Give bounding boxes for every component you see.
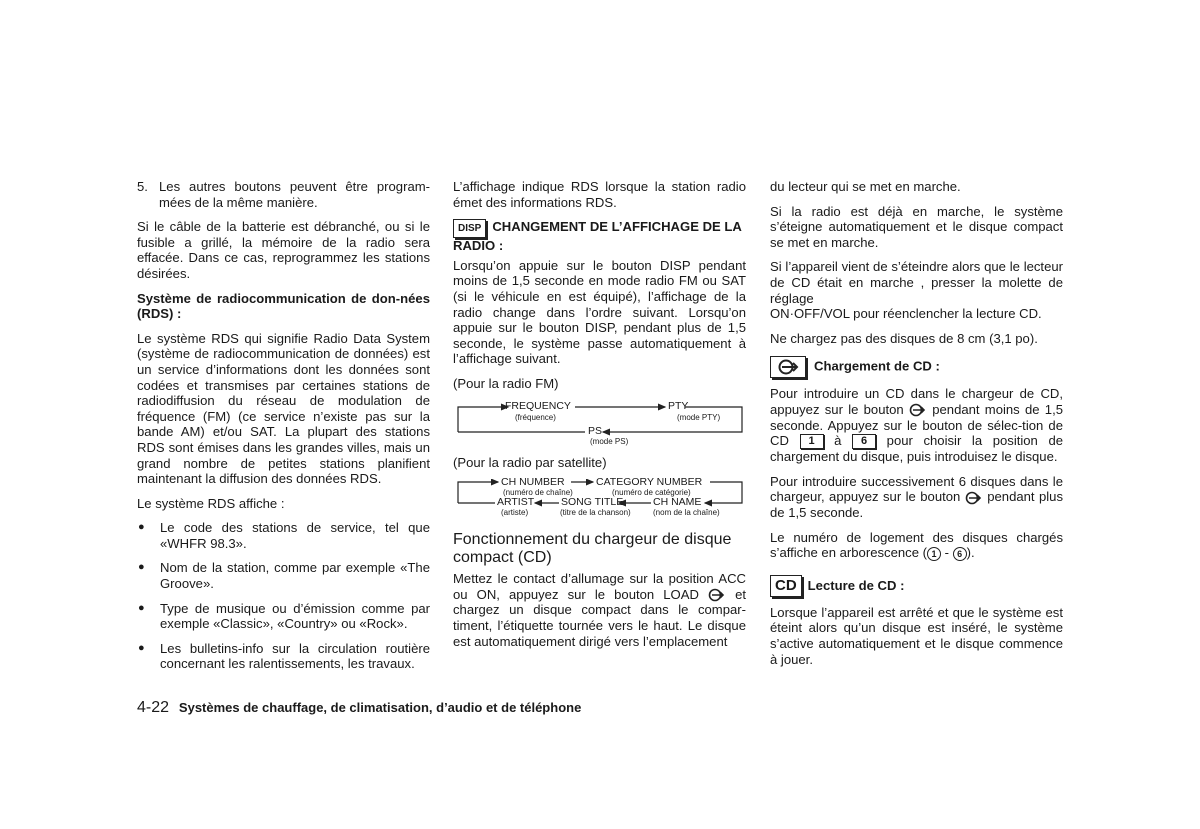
paragraph-six-start: Pour introduire successivement 6 disques dans le chargeur, appuyez sur le bouton xyxy=(770,473,1063,505)
diagram-sublabel: (numéro de chaîne) xyxy=(503,488,573,498)
paragraph-numero-dash: - xyxy=(944,545,949,561)
paragraph-rds-affiche: Le système RDS affiche : xyxy=(137,495,285,511)
paragraph-disp: Lorsqu’on appuie sur le bouton DISP pendant moins de 1,5 seconde en mode radio FM ou SAT (si le véhicule en est équipé), l’affichage de la radio change dans l’ordre suivant. Lorsqu’on appuie sur le bouton DISP, pendant plus de 1,5 seconde, le système passe automatiquement à l’affichage suivant. xyxy=(453,257,746,367)
paragraph-lecture: Lorsque l’appareil est arrêté et que le système est éteint alors qu’un disque est inséré, le système s’active automatiquement et le disque commence à jouer. xyxy=(770,604,1063,667)
diagram-label: CH NUMBER xyxy=(501,476,565,489)
paragraph-load-start: Pour introduire un CD dans le chargeur de CD, appuyez sur le bouton xyxy=(770,386,1063,417)
bullet-icon: ● xyxy=(138,601,145,614)
diagram-label: SONG TITLE xyxy=(561,496,624,509)
bullet-item xyxy=(137,520,430,551)
bullet-text: Type de musique ou d’émission comme par exemple «Classic», «Country» ou «Rock». xyxy=(160,600,430,632)
diagram-sublabel: (fréquence) xyxy=(515,412,556,422)
diagram-label: PS xyxy=(588,424,603,437)
load-icon xyxy=(708,588,726,602)
paragraph-numero-start: Le numéro de logement des disques chargés s’affiche en arborescence ( xyxy=(770,529,1063,561)
lecture-section-heading xyxy=(770,575,1063,597)
diagram-sublabel: (mode PS) xyxy=(590,436,629,446)
load-icon xyxy=(909,403,927,417)
paragraph-appareil: Si l’appareil vient de s’éteindre alors que le lecteur de CD était en marche , presser la molette de réglage xyxy=(770,259,1063,306)
column-3 xyxy=(770,179,1063,676)
disp-section-heading xyxy=(453,219,746,254)
page-footer xyxy=(137,699,581,717)
diagram-label: FREQUENCY xyxy=(505,399,571,412)
lecture-heading-text: Lecture de CD : xyxy=(807,577,905,593)
diagram-sublabel: (numéro de catégorie) xyxy=(612,488,691,498)
list-text: Les autres boutons peuvent être program-mées de la même manière. xyxy=(159,179,430,210)
load-heading-text: Chargement de CD : xyxy=(814,358,940,374)
diagram-label: PTY xyxy=(668,399,689,412)
list-number: 5. xyxy=(137,179,148,194)
sat-caption: (Pour la radio par satellite) xyxy=(453,454,607,470)
bullet-icon: ● xyxy=(138,561,145,574)
cd-button-icon: CD xyxy=(770,575,802,597)
diagram-sublabel: (titre de la chanson) xyxy=(560,508,631,518)
paragraph-cd xyxy=(453,571,746,649)
key-6-icon: 6 xyxy=(852,434,876,449)
cd-changer-subtitle: Fonctionnement du chargeur de disque compact (CD) xyxy=(453,531,732,567)
bullet-icon: ● xyxy=(138,521,145,534)
diagram-label: CH NAME xyxy=(653,496,702,509)
bullet-text: Le code des stations de service, tel que «WHFR 98.3». xyxy=(160,520,430,551)
paragraph-load-end: pour choisir la position de chargement du disque, puis introduisez le disque. xyxy=(770,433,1064,465)
page-number: 4-22 xyxy=(137,699,170,716)
footer-title: Systèmes de chauffage, de climatisation, d’audio et de téléphone xyxy=(178,700,582,715)
key-1-icon: 1 xyxy=(800,434,824,449)
bullet-item xyxy=(137,641,430,672)
fm-display-diagram xyxy=(453,399,746,446)
diagram-label: CATEGORY NUMBER xyxy=(596,476,703,489)
list-item-5 xyxy=(137,179,430,210)
paragraph-six-end: pendant plus de 1,5 seconde. xyxy=(770,489,1064,520)
load-button-icon xyxy=(770,356,806,378)
bullet-item xyxy=(137,601,430,632)
bullet-text: Nom de la station, comme par exemple «The Groove». xyxy=(160,560,430,592)
paragraph-continued: du lecteur qui se met en marche. xyxy=(770,179,961,194)
rds-heading: Système de radiocommunication de don-nées (RDS) : xyxy=(137,290,430,322)
diagram-sublabel: (artiste) xyxy=(501,508,529,518)
bullet-icon: ● xyxy=(138,641,145,654)
circle-6-icon: 6 xyxy=(953,547,967,561)
paragraph-8cm: Ne chargez pas des disques de 8 cm (3,1 po). xyxy=(770,330,1038,346)
paragraph-six-discs xyxy=(770,474,1063,521)
paragraph-numero-end: ). xyxy=(966,545,975,561)
diagram-label: ARTIST xyxy=(497,496,535,509)
circle-1-icon: 1 xyxy=(927,547,941,561)
paragraph-affichage: L’affichage indique RDS lorsque la station radio émet des informations RDS. xyxy=(453,179,746,210)
paragraph-cd-start: Mettez le contact d’allumage sur la position ACC ou ON, appuyez sur le bouton LOAD xyxy=(453,571,746,602)
load-section-heading xyxy=(770,356,1063,378)
paragraph-load xyxy=(770,386,1063,464)
sat-display-diagram xyxy=(453,476,746,518)
fm-caption: (Pour la radio FM) xyxy=(453,375,559,391)
paragraph-battery: Si le câble de la batterie est débranché, ou si le fusible a grillé, la mémoire de la radio sera effacée. Dans ce cas, reprogrammez les stations désirées. xyxy=(137,219,430,281)
diagram-sublabel: (mode PTY) xyxy=(677,412,721,422)
column-2 xyxy=(453,179,746,658)
paragraph-rds: Le système RDS qui signifie Radio Data System (système de radiocommunication de données) est un service d’informations dont les données sont codées et transmises par certaines stations de radiodiffusion du réseau de modulation de fréquence (FM) (ce service n’existe pas sur la bande AM) et/ou SAT. La plupart des stations RDS sont émises dans les grandes villes, mais un grand nombre de petites stations planifient maintenant la diffusion des données RDS. xyxy=(137,330,430,487)
paragraph-load-a: à xyxy=(834,433,842,449)
paragraph-numero xyxy=(770,530,1063,561)
disp-heading-text: CHANGEMENT DE L’AFFICHAGE DE LA RADIO : xyxy=(453,219,742,254)
bullet-item xyxy=(137,560,430,591)
paragraph-cd-end: et chargez un disque compact dans le compar-timent, l’étiquette tournée vers le haut. Le disque est automatiquement dirigé vers l’emplacement xyxy=(453,586,747,649)
paragraph-load-mid: pendant moins de 1,5 seconde. Appuyez sur le bouton de sélec-tion de CD xyxy=(770,401,1063,449)
disp-button-icon: DISP xyxy=(453,219,486,238)
diagram-sublabel: (nom de la chaîne) xyxy=(653,508,720,518)
paragraph-onoff: ON·OFF/VOL pour réenclencher la lecture CD. xyxy=(770,306,1042,322)
paragraph-radio-on: Si la radio est déjà en marche, le système s’éteigne automatiquement et le disque compact se met en marche. xyxy=(770,203,1063,250)
load-icon xyxy=(965,491,983,505)
column-1 xyxy=(137,179,430,681)
bullet-text: Les bulletins-info sur la circulation routière concernant les ralentissements, les travaux. xyxy=(160,640,430,672)
